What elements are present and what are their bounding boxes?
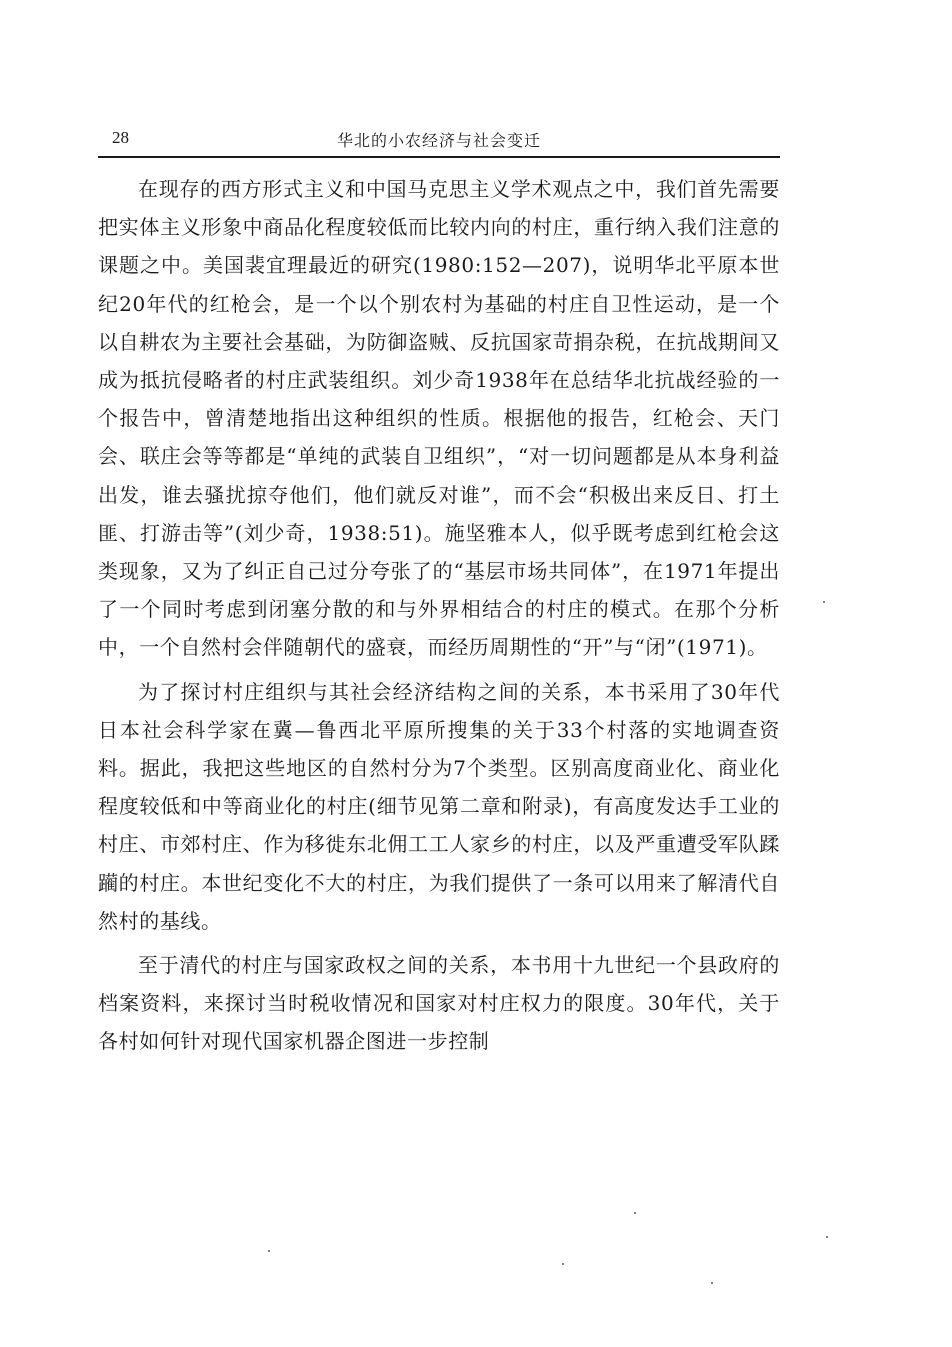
page-header <box>98 128 780 158</box>
scan-speck <box>823 601 825 603</box>
page-number: 28 <box>112 128 129 147</box>
scan-speck <box>268 1250 270 1252</box>
paragraph: 为了探讨村庄组织与其社会经济结构之间的关系，本书采用了30年代日本社会科学家在冀—鲁西北平原所搜集的关于33个村落的实地调查资料。据此，我把这些地区的自然村分为7个类型。区别高度商业化、商业化程度较低和中等商业化的村庄(细节见第二章和附录)，有高度发达手工业的村庄、市郊村庄、作为移徙东北佣工工人家乡的村庄，以及严重遭受军队蹂躏的村庄。本世纪变化不大的村庄，为我们提供了一条可以用来了解清代自然村的基线。 <box>98 679 780 933</box>
scan-speck <box>826 1236 828 1238</box>
scan-speck <box>634 1212 636 1214</box>
scan-speck <box>562 1263 564 1265</box>
running-title: 华北的小农经济与社会变迁 <box>336 131 541 150</box>
scan-speck <box>711 1282 713 1284</box>
paragraph: 至于清代的村庄与国家政权之间的关系，本书用十九世纪一个县政府的档案资料，来探讨当时税收情况和国家对村庄权力的限度。30年代，关于各村如何针对现代国家机器企图进一步控制 <box>98 953 780 1054</box>
paragraph: 在现存的西方形式主义和中国马克思主义学术观点之中，我们首先需要把实体主义形象中商品化程度较低而比较内向的村庄，重行纳入我们注意的课题之中。美国裴宜理最近的研究(1980:152—207)，说明华北平原本世纪20年代的红枪会，是一个以个别农村为基础的村庄自卫性运动，是一个以自耕农为主要社会基础，为防御盗贼、反抗国家苛捐杂税，在抗战期间又成为抵抗侵略者的村庄武装组织。刘少奇1938年在总结华北抗战经验的一个报告中，曾清楚地指出这种组织的性质。根据他的报告，红枪会、天门会、联庄会等等都是“单纯的武装自卫组织”，“对一切问题都是从本身利益出发，谁去骚扰掠夺他们，他们就反对谁”，而不会“积极出来反日、打土匪、打游击等”(刘少奇，1938:51)。施坚雅本人，似乎既考虑到红枪会这类现象，又为了纠正自己过分夸张了的“基层市场共同体”，在1971年提出了一个同时考虑到闭塞分散的和与外界相结合的村庄的模式。在那个分析中，一个自然村会伴随朝代的盛衰，而经历周期性的“开”与“闭”(1971)。 <box>98 177 780 660</box>
body-text <box>98 170 780 1067</box>
header-rule <box>98 156 780 158</box>
